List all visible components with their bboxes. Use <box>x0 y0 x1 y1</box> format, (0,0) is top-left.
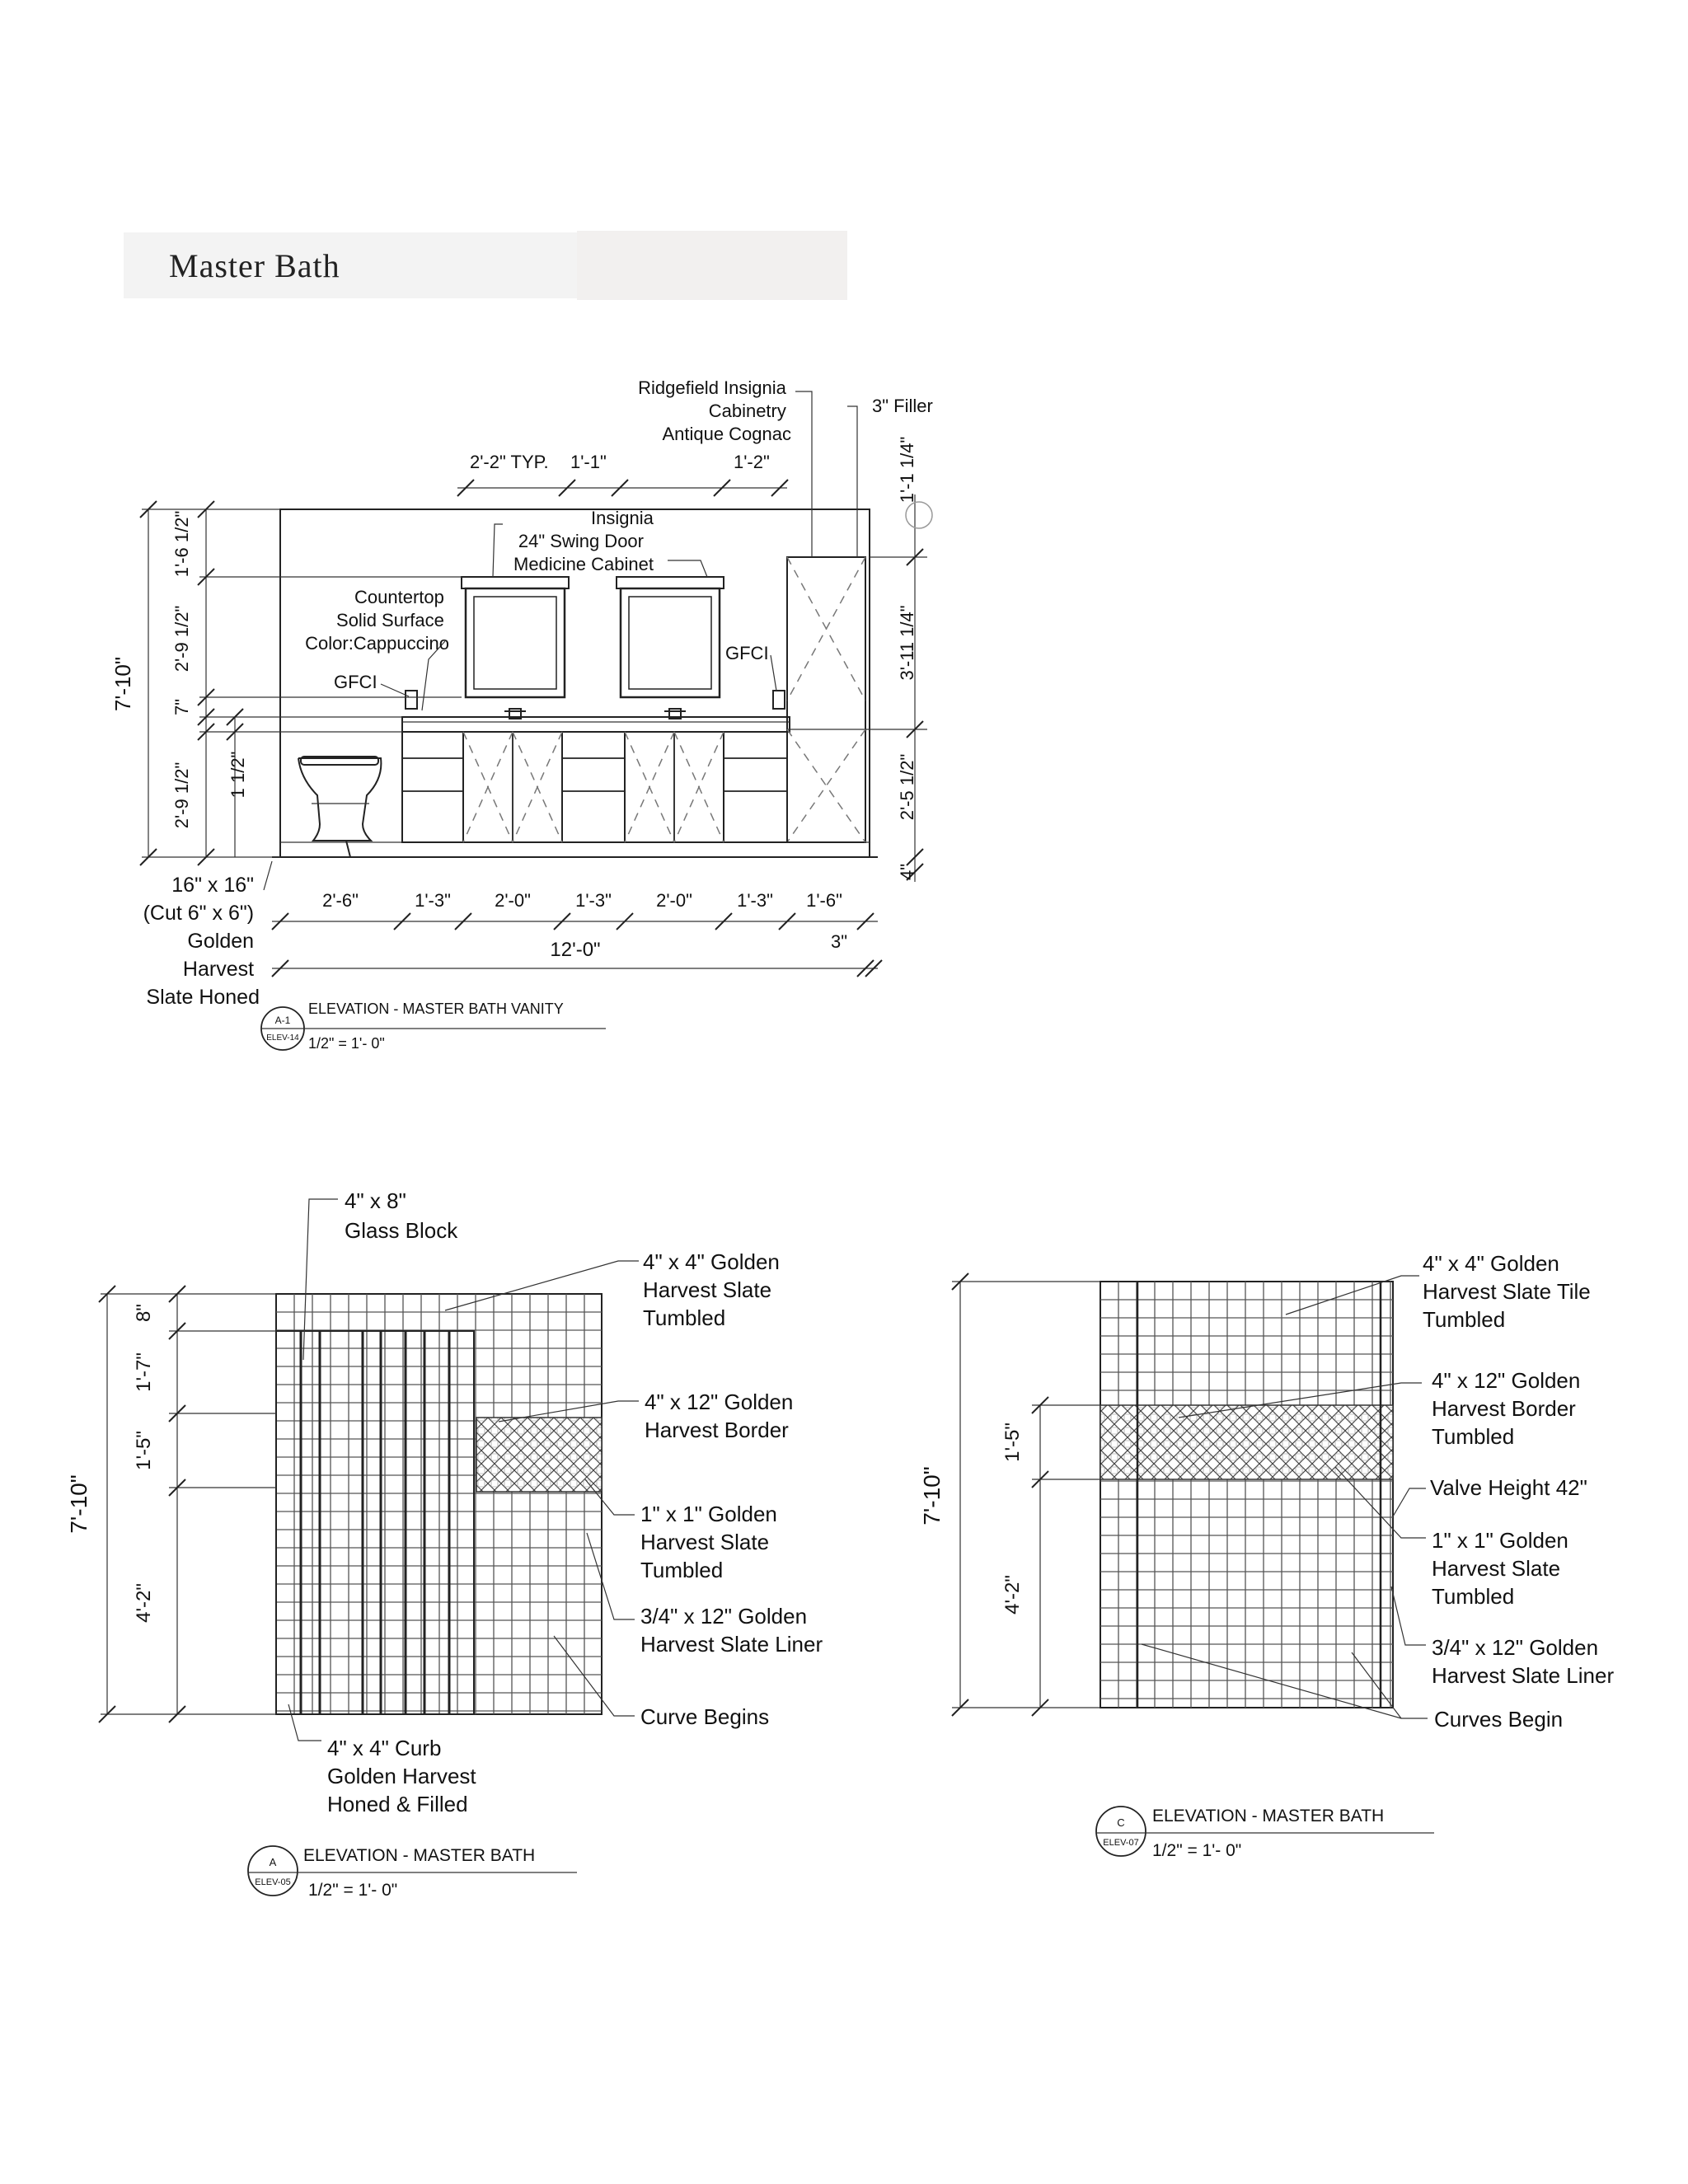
gfci-outlet-left-icon <box>406 691 417 709</box>
vanity-tag-bottom: ELEV-14 <box>266 1033 299 1043</box>
callout-c-mosaic: 1" x 1" Golden Harvest Slate Tumbled <box>1432 1528 1568 1609</box>
gfci-outlet-right-icon <box>773 691 785 709</box>
callout-a-liner: 3/4" x 12" Golden Harvest Slate Liner <box>640 1604 823 1657</box>
shower-c-dimensions <box>952 1273 1100 1716</box>
callout-floor-tile: 16" x 16" (Cut 6" x 6") Golden Harvest Slate Honed <box>143 874 260 1009</box>
callout-gfci-right: GFCI <box>725 643 769 663</box>
callout-gfci-left: GFCI <box>334 672 377 692</box>
callout-c-valve: Valve Height 42" <box>1430 1475 1587 1500</box>
dim-drawer-bank-3: 1'-3" <box>737 890 773 911</box>
shower-c-elevation-scale: 1/2" = 1'- 0" <box>1152 1841 1242 1860</box>
dim-upper-section: 3'-11 1/4" <box>897 605 917 681</box>
dim-drawer-bank-1: 1'-3" <box>415 890 451 911</box>
dim-door-pair-1: 2'-0" <box>495 890 531 911</box>
wall-corner-circle-icon <box>906 502 932 528</box>
dim-tall-cabinet: 1'-6" <box>806 890 842 911</box>
callout-c-tile: 4" x 4" Golden Harvest Slate Tile Tumbled <box>1423 1251 1591 1332</box>
dim-tall-cabinet-top-gap: 1'-1 1/4" <box>897 436 917 504</box>
dim-c-border: 1'-5" <box>1001 1422 1024 1462</box>
dim-lower-section: 2'-5 1/2" <box>897 753 917 821</box>
vanity-elevation <box>110 377 933 1052</box>
shower-a-elevation-label: ELEVATION - MASTER BATH <box>303 1846 536 1865</box>
shower-a-tag-bottom: ELEV-05 <box>255 1877 291 1887</box>
callout-a-border: 4" x 12" Golden Harvest Border <box>645 1390 794 1442</box>
shower-a-border-band <box>476 1418 602 1492</box>
dim-door-pair-2: 2'-0" <box>656 890 692 911</box>
vanity-right-dimensions <box>865 494 932 882</box>
shower-elevation-a <box>66 1188 823 1900</box>
callout-countertop: Countertop Solid Surface Color:Cappuccino <box>305 587 449 654</box>
medicine-cabinet-right <box>617 577 724 697</box>
dim-overall-width: 12'-0" <box>550 939 601 961</box>
shower-a-tag-top: A <box>269 1856 277 1868</box>
callout-medicine-cabinet: Insignia 24" Swing Door Medicine Cabinet <box>513 508 654 574</box>
vanity-elevation-scale: 1/2" = 1'- 0" <box>308 1035 385 1052</box>
dim-a-top-row: 8" <box>133 1304 155 1322</box>
dim-c-overall: 7'-10" <box>919 1466 945 1526</box>
vanity-top-dimensions <box>457 480 788 496</box>
dim-drawer-bank-2: 1'-3" <box>575 890 612 911</box>
dim-a-upper: 1'-7" <box>133 1352 155 1392</box>
callout-a-tile: 4" x 4" Golden Harvest Slate Tumbled <box>643 1249 780 1330</box>
shower-c-tag-circle-icon <box>1096 1807 1146 1856</box>
callout-c-border: 4" x 12" Golden Harvest Border Tumbled <box>1432 1368 1581 1449</box>
dim-vanity-overall-height: 7'-10" <box>110 656 135 712</box>
callout-c-curves: Curves Begin <box>1434 1707 1564 1732</box>
medicine-cabinet-left <box>462 577 569 697</box>
dim-counter-height: 2'-9 1/2" <box>171 762 192 829</box>
vanity-tag-top: A-1 <box>274 1015 291 1026</box>
dim-mirror-height: 2'-9 1/2" <box>171 605 192 673</box>
dim-cabinet-spacing: 1'-1" <box>570 452 607 472</box>
title-swatch <box>577 231 847 300</box>
shower-c-tile-grid <box>1100 1282 1393 1708</box>
dim-counter-thickness: 1 1/2" <box>227 751 248 799</box>
shower-a-tile-grid <box>276 1294 602 1714</box>
callout-a-curve: Curve Begins <box>640 1704 770 1729</box>
dim-toe-kick: 4" <box>897 863 917 881</box>
dim-backsplash: 7" <box>171 698 192 716</box>
dim-a-lower: 4'-2" <box>133 1583 155 1623</box>
vanity-title-block <box>261 1001 606 1052</box>
dim-a-overall: 7'-10" <box>66 1474 91 1534</box>
callout-a-curb: 4" x 4" Curb Golden Harvest Honed & Filled <box>327 1736 476 1816</box>
callout-a-glass-block: 4" x 8" Glass Block <box>345 1188 458 1243</box>
shower-c-elevation-label: ELEVATION - MASTER BATH <box>1152 1807 1385 1825</box>
vanity-base-cabinets <box>402 732 787 842</box>
dim-toilet-space: 2'-6" <box>322 890 359 911</box>
shower-a-dimensions <box>99 1286 276 1722</box>
callout-cabinetry: Ridgefield Insignia Cabinetry Antique Cognac <box>638 377 791 444</box>
shower-c-tag-top: C <box>1117 1816 1125 1829</box>
shower-c-leaders <box>1142 1276 1428 1718</box>
callout-filler: 3" Filler <box>872 396 933 416</box>
dim-a-border: 1'-5" <box>133 1431 155 1470</box>
vanity-elevation-label: ELEVATION - MASTER BATH VANITY <box>308 1001 564 1017</box>
shower-c-title-block <box>1096 1807 1434 1860</box>
callout-c-liner: 3/4" x 12" Golden Harvest Slate Liner <box>1432 1635 1615 1688</box>
shower-c-tag-bottom: ELEV-07 <box>1103 1838 1139 1848</box>
tall-linen-cabinet <box>787 557 865 842</box>
dim-upper-gap: 1'-6 1/2" <box>171 510 192 578</box>
page-title: Master Bath <box>169 247 340 284</box>
dim-c-lower: 4'-2" <box>1001 1575 1024 1615</box>
shower-elevation-c <box>919 1251 1614 1860</box>
dim-end-filler: 3" <box>830 931 848 952</box>
shower-c-border-band <box>1100 1405 1393 1479</box>
shower-a-tag-circle-icon <box>248 1846 298 1896</box>
dim-cabinet-width-typ: 2'-2" TYP. <box>470 452 549 472</box>
countertop <box>402 717 790 732</box>
callout-a-mosaic: 1" x 1" Golden Harvest Slate Tumbled <box>640 1502 777 1582</box>
shower-a-title-block <box>248 1846 577 1900</box>
dim-tall-cabinet-width: 1'-2" <box>734 452 770 472</box>
shower-a-elevation-scale: 1/2" = 1'- 0" <box>308 1881 398 1900</box>
